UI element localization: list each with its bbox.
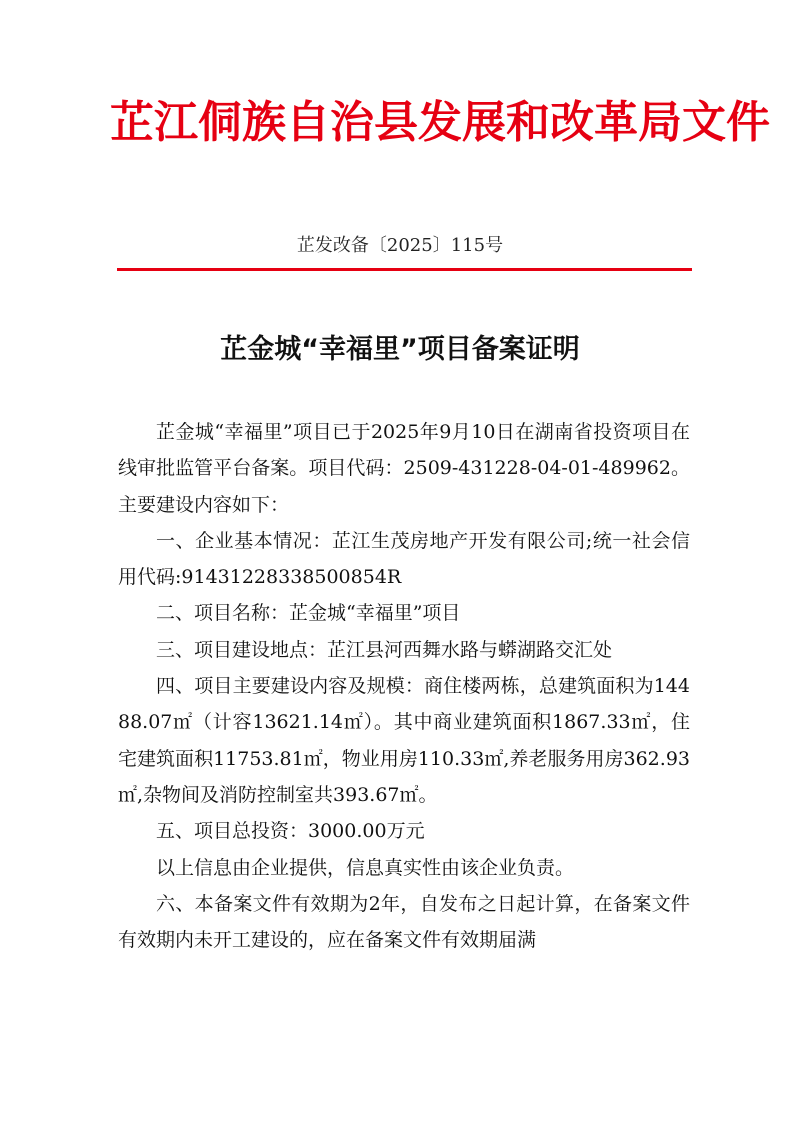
paragraph-project-location: 三、项目建设地点：芷江县河西舞水路与蟒湖路交汇处: [156, 638, 613, 661]
issuing-authority-title: 芷江侗族自治县发展和改革局文件: [110, 97, 770, 148]
paragraph-validity: 六、本备案文件有效期为2年，自发布之日起计算，在备案文件有效期内未开工建设的，应在备案文件有效期届满: [118, 892, 690, 952]
paragraph-disclaimer: 以上信息由企业提供，信息真实性由该企业负责。: [156, 856, 575, 879]
paragraph-construction-scale: 四、项目主要建设内容及规模：商住楼两栋，总建筑面积为14488.07㎡（计容13621.14㎡）。其中商业建筑面积1867.33㎡，住宅建筑面积11753.81㎡，物业用房110.33㎡,养老服务用房362.93㎡,杂物间及消防控制室共393.67㎡。: [118, 675, 690, 806]
red-divider-line: [117, 268, 692, 271]
paragraph-project-name: 二、项目名称：芷金城“幸福里”项目: [156, 602, 461, 625]
document-body: [118, 414, 690, 958]
paragraph-enterprise-info: 一、企业基本情况：芷江生茂房地产开发有限公司;统一社会信用代码:91431228338500854R: [118, 529, 690, 589]
paragraph-total-investment: 五、项目总投资：3000.00万元: [156, 820, 425, 843]
document-number: 芷发改备〔2025〕115号: [296, 235, 504, 256]
paragraph-intro: 芷金城“幸福里”项目已于2025年9月10日在湖南省投资项目在线审批监管平台备案。项目代码：2509-431228-04-01-489962。主要建设内容如下：: [118, 421, 690, 516]
document-title: 芷金城“幸福里”项目备案证明: [220, 334, 580, 365]
